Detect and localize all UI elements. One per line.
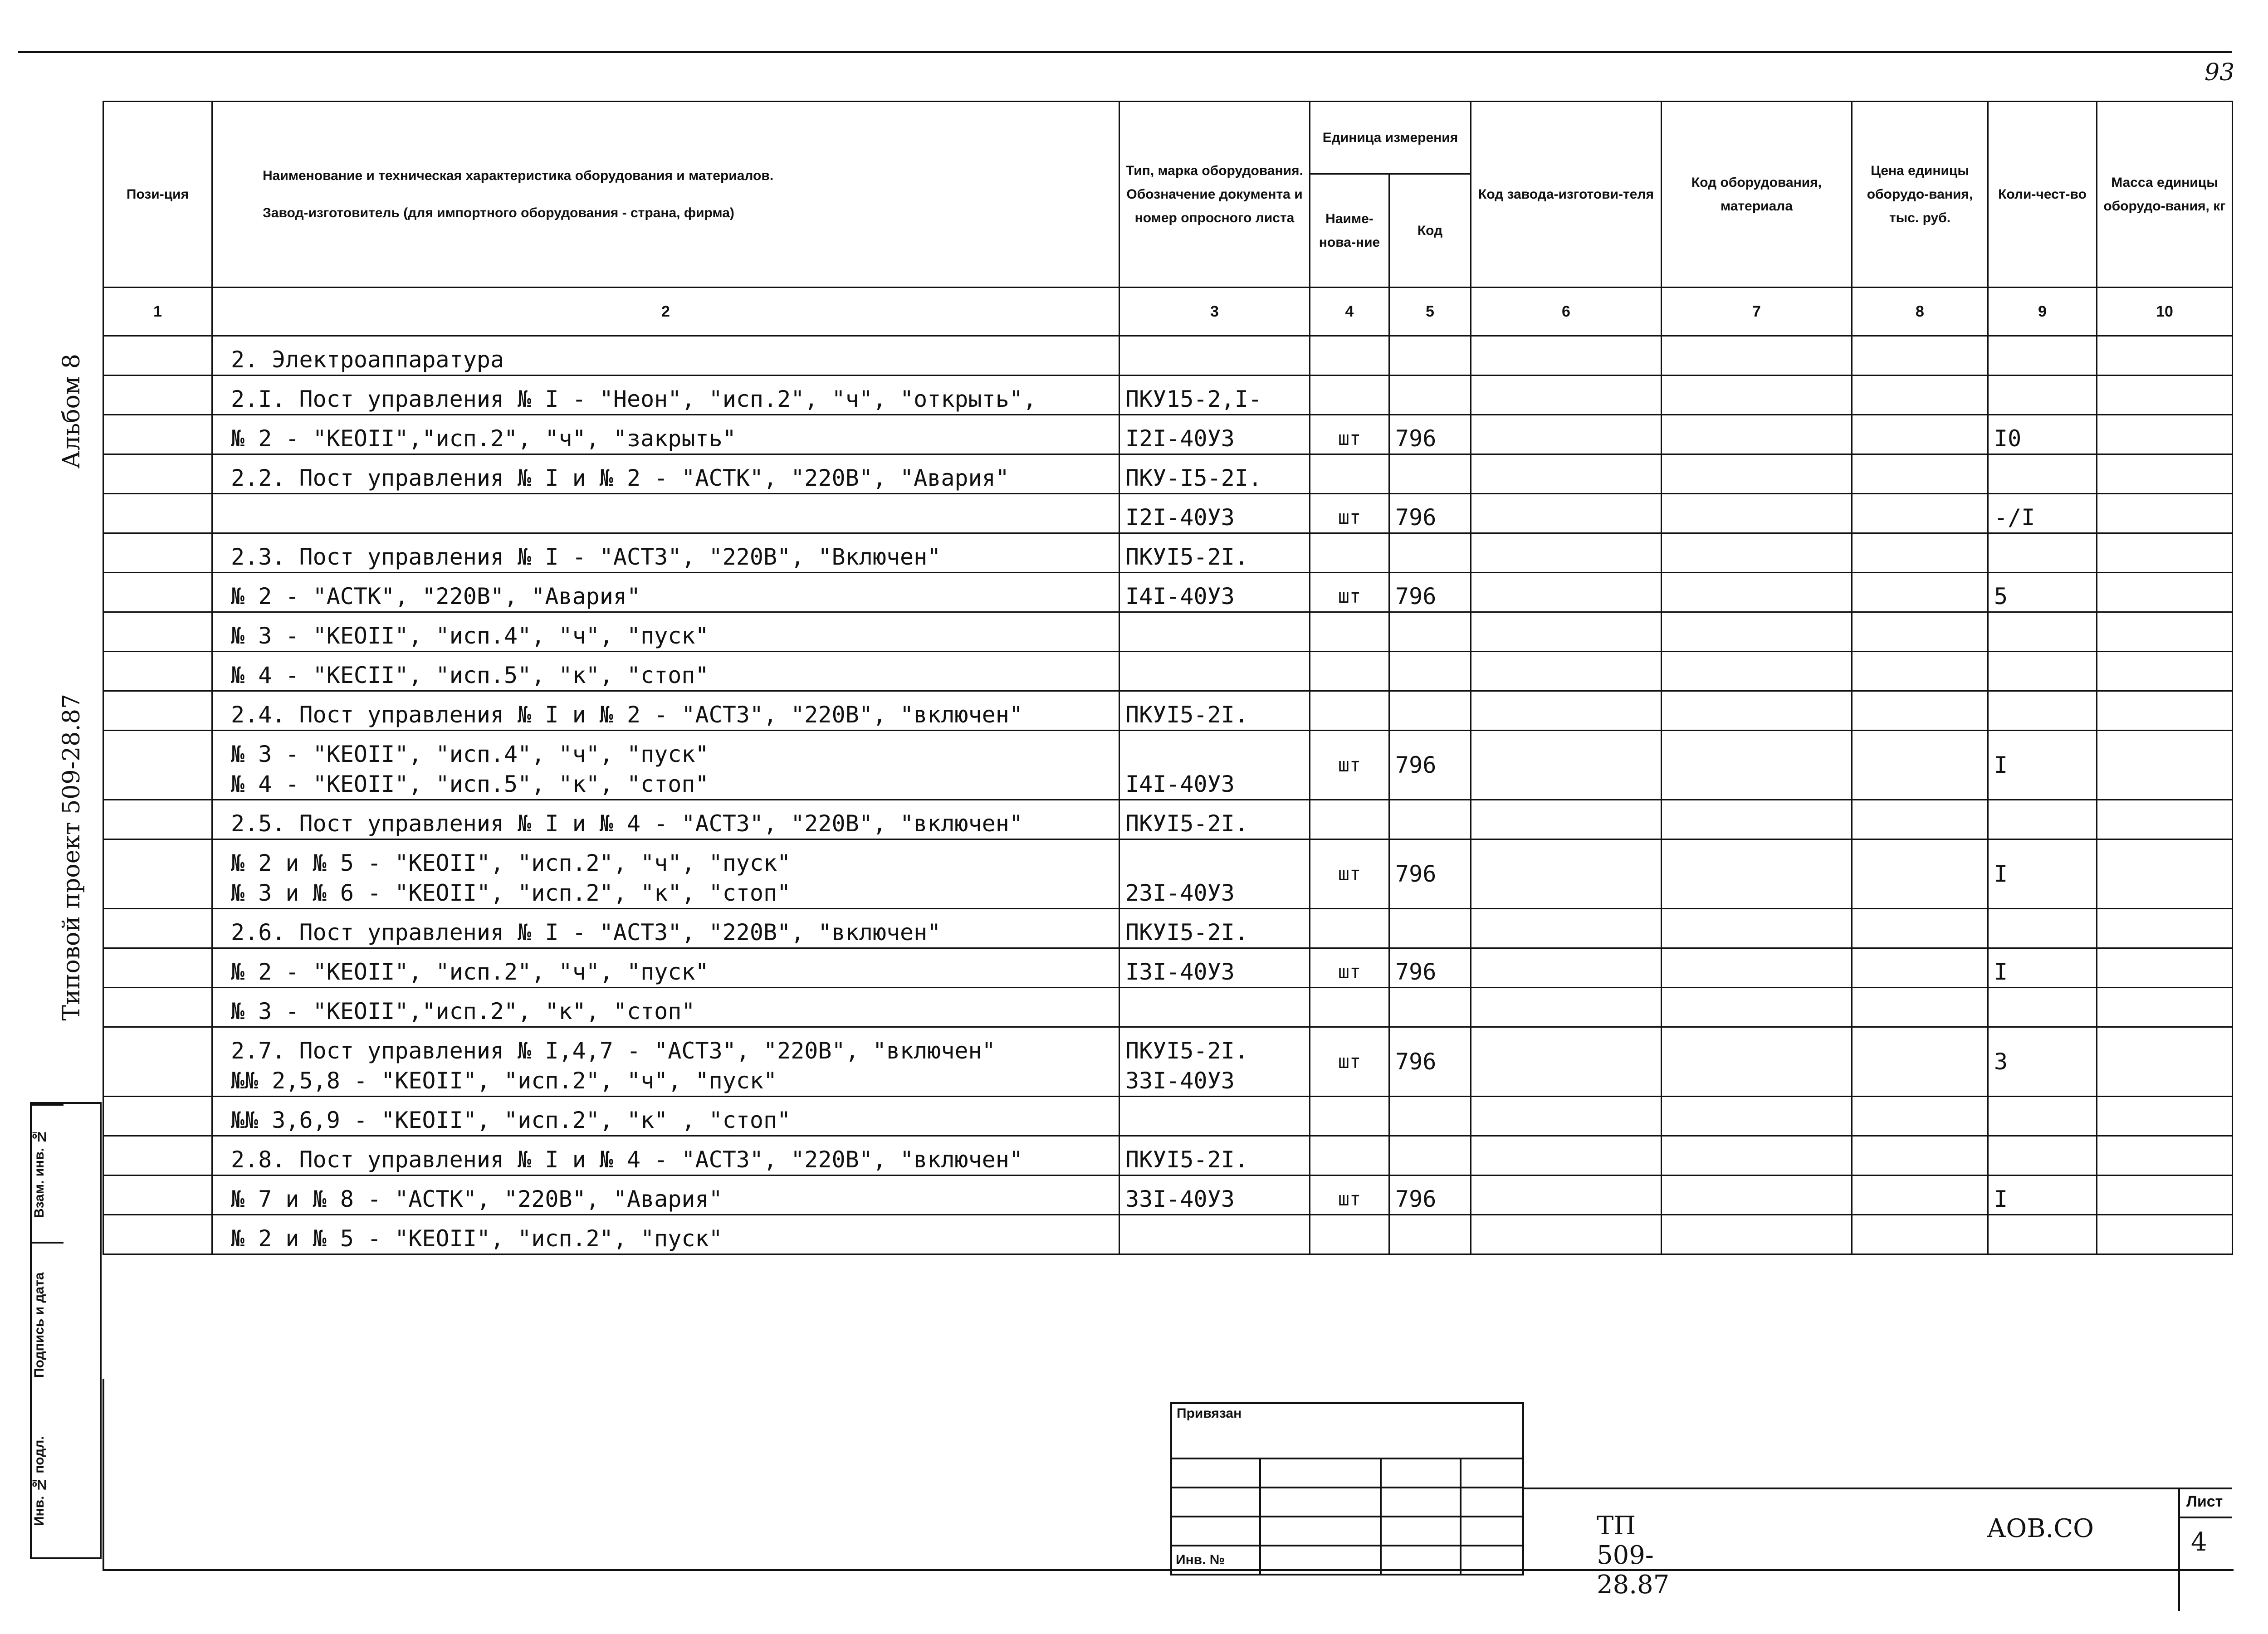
row-name: № 2 - "КЕОII", "исп.2", "ч", "пуск" [212,948,1119,988]
table-row [103,1176,2233,1215]
row-quantity [1988,691,2097,731]
table-row [103,454,2233,494]
row-unit-code [1389,800,1471,839]
row-quantity [1988,909,2097,948]
row-name: № 3 - "КЕОII", "исп.4", "ч", "пуск" [212,612,1119,652]
approval-stamp [30,1102,102,1559]
row-unit-code: 796 [1389,494,1471,533]
row-unit [1310,533,1389,573]
row-quantity [1988,652,2097,691]
column-number-row: 1 2 3 4 5 6 7 8 9 10 [103,288,2233,336]
row-quantity: I [1988,948,2097,988]
row-unit-code [1389,909,1471,948]
row-name: № 3 - "КЕОII","исп.2", "к", "стоп" [212,988,1119,1027]
table-row [103,376,2233,415]
row-unit: шт [1310,1027,1389,1097]
row-name: 2.4. Пост управления № I и № 2 - "АСТЗ", "220В", "включен" [212,691,1119,731]
table-row [103,988,2233,1027]
row-type: I4I-40У3 [1119,573,1310,612]
row-quantity: I [1988,1176,2097,1215]
table-row [103,415,2233,454]
header-quantity: Коли-чест-во [1988,102,2097,288]
row-unit: шт [1310,731,1389,800]
row-unit [1310,376,1389,415]
bound-label: Привязан [1177,1406,1242,1421]
row-unit-code [1389,652,1471,691]
row-unit-code [1389,533,1471,573]
table-row [103,652,2233,691]
row-name: № 2 - "КЕОII","исп.2", "ч", "закрыть" [212,415,1119,454]
row-name: 2.8. Пост управления № I и № 4 - "АСТЗ", "220В", "включен" [212,1136,1119,1176]
table-row [103,691,2233,731]
row-name: № 3 - "КЕОII", "исп.4", "ч", "пуск" № 4 - "КЕОII", "исп.5", "к", "стоп" [212,731,1119,800]
row-quantity: I [1988,839,2097,909]
stamp-inv-original: Инв. № подл. [32,1436,47,1527]
row-quantity [1988,800,2097,839]
row-unit-code: 796 [1389,731,1471,800]
header-factory-code: Код завода-изготови-теля [1471,102,1662,288]
row-name: 2. Электроаппаратура [212,336,1119,376]
table-row [103,1097,2233,1136]
table-row [103,948,2233,988]
header-name: Наименование и техническая характеристика оборудования и материалов. Завод-изготовитель (для импортного оборудования - страна, фирма) [212,102,1119,288]
row-quantity [1988,454,2097,494]
table-row [103,612,2233,652]
document-code: ТП 509-28.87 [1597,1511,1670,1600]
row-name [212,494,1119,533]
row-unit [1310,988,1389,1027]
row-unit-code [1389,1215,1471,1254]
inv-label: Инв. № [1176,1552,1225,1567]
row-name: 2.I. Пост управления № I - "Неон", "исп.2", "ч", "открыть", [212,376,1119,415]
row-unit-code: 796 [1389,415,1471,454]
row-name: № 4 - "КЕСII", "исп.5", "к", "стоп" [212,652,1119,691]
row-type: 33I-40У3 [1119,1176,1310,1215]
row-name: 2.5. Пост управления № I и № 4 - "АСТЗ", "220В", "включен" [212,800,1119,839]
bottom-frame [103,1379,2234,1571]
table-row [103,494,2233,533]
row-name: № 2 и № 5 - "КЕОII", "исп.2", "ч", "пуск" № 3 и № 6 - "КЕОII", "исп.2", "к", "стоп" [212,839,1119,909]
row-type [1119,612,1310,652]
row-unit-code: 796 [1389,839,1471,909]
row-unit: шт [1310,1176,1389,1215]
row-unit [1310,800,1389,839]
table-row [103,909,2233,948]
page-number: 93 [2204,59,2235,86]
row-unit [1310,1136,1389,1176]
row-unit-code [1389,612,1471,652]
row-unit: шт [1310,948,1389,988]
row-unit-code [1389,336,1471,376]
header-unit-name: Наиме-нова-ние [1310,174,1389,288]
row-name: № 2 и № 5 - "КЕОII", "исп.2", "пуск" [212,1215,1119,1254]
table-row [103,1215,2233,1254]
row-name: 2.7. Пост управления № I,4,7 - "АСТЗ", "220В", "включен" №№ 2,5,8 - "КЕОII", "исп.2", "ч", "пуск" [212,1027,1119,1097]
row-type: I2I-40У3 [1119,494,1310,533]
row-quantity: -/I [1988,494,2097,533]
specification-table [103,101,2233,1255]
row-type [1119,652,1310,691]
table-row [103,800,2233,839]
table-row [103,573,2233,612]
row-type: ПКУI5-2I. [1119,1136,1310,1176]
row-quantity [1988,533,2097,573]
sheet-number: 4 [2191,1527,2207,1557]
row-type: ПКУI5-2I. [1119,691,1310,731]
row-unit: шт [1310,494,1389,533]
row-unit-code: 796 [1389,573,1471,612]
row-unit-code: 796 [1389,1176,1471,1215]
project-label: Типовой проект 509-28.87 [58,694,85,1021]
row-type: ПКУI5-2I. [1119,909,1310,948]
row-unit-code [1389,454,1471,494]
document-mark: АОВ.СО [1987,1514,2094,1543]
row-unit: шт [1310,573,1389,612]
row-quantity: 3 [1988,1027,2097,1097]
row-unit: шт [1310,839,1389,909]
row-type [1119,1097,1310,1136]
header-mass: Масса единицы оборудо-вания, кг [2097,102,2233,288]
header-position: Пози-ция [103,102,212,288]
table-row [103,731,2233,800]
table-row [103,533,2233,573]
row-unit-code: 796 [1389,948,1471,988]
row-quantity [1988,1215,2097,1254]
header-equipment-code: Код оборудования, материала [1662,102,1852,288]
row-type: 23I-40У3 [1119,839,1310,909]
row-type: ПКУI5-2I. [1119,800,1310,839]
row-name: № 2 - "АСТК", "220В", "Авария" [212,573,1119,612]
row-unit [1310,909,1389,948]
row-type: ПКУI5-2I. [1119,533,1310,573]
row-type: ПКУ-I5-2I. [1119,454,1310,494]
sheet-label: Лист [2186,1493,2223,1510]
stamp-replace-inv: Взам. инв. № [32,1104,64,1242]
top-rule [18,51,2232,53]
row-type [1119,988,1310,1027]
header-unit-code: Код [1389,174,1471,288]
row-quantity [1988,612,2097,652]
table-row [103,1027,2233,1097]
table-row [103,336,2233,376]
row-unit [1310,1097,1389,1136]
row-unit [1310,691,1389,731]
row-unit [1310,612,1389,652]
row-unit [1310,336,1389,376]
table-row [103,839,2233,909]
row-quantity [1988,336,2097,376]
row-unit [1310,1215,1389,1254]
row-unit [1310,454,1389,494]
row-unit-code [1389,691,1471,731]
row-name: 2.3. Пост управления № I - "АСТЗ", "220В", "Включен" [212,533,1119,573]
row-quantity [1988,1136,2097,1176]
row-type: I2I-40У3 [1119,415,1310,454]
row-type: ПКУI5-2I. 33I-40У3 [1119,1027,1310,1097]
row-type [1119,336,1310,376]
row-quantity [1988,376,2097,415]
row-quantity [1988,988,2097,1027]
row-quantity: I [1988,731,2097,800]
row-unit: шт [1310,415,1389,454]
row-quantity: I0 [1988,415,2097,454]
row-unit-code: 796 [1389,1027,1471,1097]
album-label: Альбом 8 [58,354,85,469]
stamp-signature-date: Подпись и дата [32,1242,64,1407]
header-type: Тип, марка оборудования. Обозначение документа и номер опросного листа [1119,102,1310,288]
row-type [1119,1215,1310,1254]
row-unit-code [1389,1136,1471,1176]
row-name: 2.6. Пост управления № I - "АСТЗ", "220В", "включен" [212,909,1119,948]
row-unit-code [1389,1097,1471,1136]
row-type: I3I-40У3 [1119,948,1310,988]
row-type: I4I-40У3 [1119,731,1310,800]
header-price: Цена единицы оборудо-вания, тыс. руб. [1852,102,1988,288]
row-unit [1310,652,1389,691]
row-quantity: 5 [1988,573,2097,612]
row-name: №№ 3,6,9 - "КЕОII", "исп.2", "к" , "стоп" [212,1097,1119,1136]
row-type: ПКУ15-2,I- [1119,376,1310,415]
row-unit-code [1389,988,1471,1027]
table-row [103,1136,2233,1176]
row-name: 2.2. Пост управления № I и № 2 - "АСТК", "220В", "Авария" [212,454,1119,494]
row-name: № 7 и № 8 - "АСТК", "220В", "Авария" [212,1176,1119,1215]
row-unit-code [1389,376,1471,415]
header-unit-group: Единица измерения [1310,102,1471,174]
row-quantity [1988,1097,2097,1136]
